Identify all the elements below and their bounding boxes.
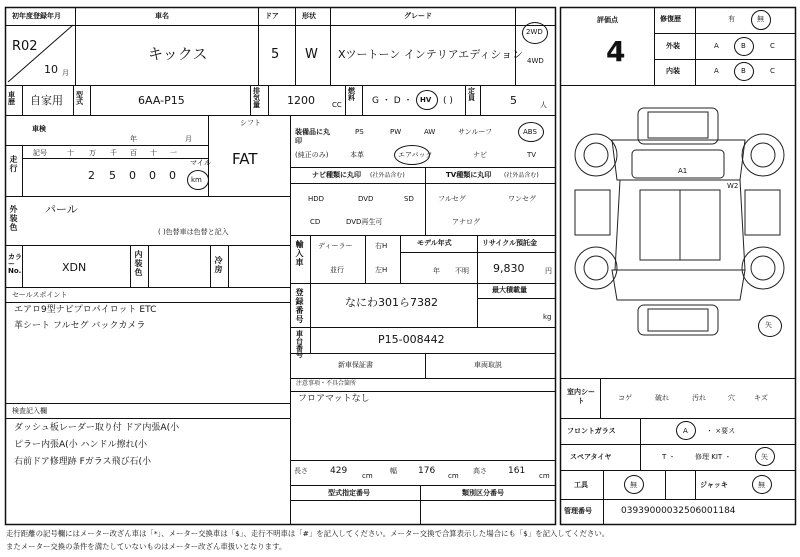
windshield-label: フロントガラス	[567, 427, 616, 435]
tv-type-sub: (社外品含む)	[504, 172, 539, 179]
color-no: XDN	[62, 261, 87, 274]
length-unit: cm	[362, 472, 373, 480]
month-unit: 月	[62, 69, 69, 77]
interior-color-label: 内装色	[134, 250, 143, 277]
max-load-label: 最大積載量	[492, 286, 527, 294]
nav-type-sub: (社外品含む)	[370, 172, 405, 179]
height-value: 161	[508, 466, 526, 476]
fuel-label: 燃料	[348, 87, 355, 102]
equip-pw: PW	[390, 128, 402, 136]
shift-label: シフト	[240, 119, 261, 127]
exterior-color-label: 外装色	[9, 205, 18, 232]
jack-none: 無	[758, 481, 765, 489]
recycle-label: リサイクル預託金	[482, 239, 538, 247]
equipment-sub: (純正のみ)	[295, 151, 329, 159]
seat-burn: コゲ	[618, 394, 632, 402]
mgmt-no-label: 管理番号	[564, 507, 592, 515]
odo-digit: 5	[109, 169, 116, 182]
equipment-label: 装備品に丸印	[295, 128, 330, 146]
shape-label: 形状	[302, 12, 316, 20]
grade-label: グレード	[404, 12, 432, 20]
odo-col-ten-thousand-x10: 十	[67, 149, 74, 157]
displacement-label: 排気量	[253, 87, 260, 109]
plate-label: 登録番号	[295, 288, 304, 324]
equip-navi: ナビ	[473, 151, 487, 159]
capacity-label: 定員	[468, 87, 475, 102]
shift-value: FAT	[232, 150, 258, 168]
tools-label: 工具	[574, 481, 588, 489]
spare-ya: 矢	[761, 453, 768, 461]
seat-stain: 汚れ	[692, 394, 706, 402]
door-label: ドア	[265, 12, 279, 20]
inspector-note-line: 右前ドア修理跡 Fガラス飛び石(小	[14, 457, 152, 467]
equip-aw: AW	[424, 128, 436, 136]
notes-label: 注意事項・不具合箇所	[296, 380, 357, 387]
repair-yes: 有	[728, 15, 735, 23]
equip-tv: TV	[527, 151, 537, 159]
nav-sd: SD	[404, 195, 414, 203]
tools-none: 無	[630, 481, 637, 489]
era: R02	[12, 39, 38, 54]
sales-point-line: 革シート フルセグ バックカメラ	[14, 321, 146, 331]
int-grade-a: A	[714, 67, 719, 75]
odo-digit: 0	[129, 169, 136, 182]
odo-col-hyaku: 百	[130, 149, 137, 157]
load-unit: kg	[543, 313, 552, 321]
tv-oneseg: ワンセグ	[508, 195, 536, 203]
ext-grade-b: B	[741, 42, 746, 50]
equip-leather: 本革	[350, 151, 364, 159]
displacement: 1200	[287, 94, 315, 107]
odo-symbol: 記号	[33, 149, 47, 157]
notes-value: フロアマットなし	[298, 394, 370, 404]
capacity: 5	[510, 94, 517, 107]
inspector-note-line: ピラー内張A(小 ハンドル擦れ(小	[14, 440, 148, 450]
insp-year: 年	[130, 135, 137, 143]
model-year-unknown: 不明	[455, 267, 469, 275]
odo-col-juu: 十	[150, 149, 157, 157]
fuel-other: ( )	[443, 96, 453, 106]
ext-grade-c: C	[770, 42, 775, 50]
color-change-note: ( )色替車は色替と記入	[158, 228, 229, 236]
damage-mark-w2: W2	[727, 182, 739, 190]
length-value: 429	[330, 466, 348, 476]
nav-dvd-play: DVD再生可	[346, 218, 383, 226]
nav-dvd: DVD	[358, 195, 374, 203]
cc-unit: CC	[332, 101, 342, 109]
capacity-unit: 人	[540, 101, 547, 109]
import-dealer: ディーラー	[318, 242, 353, 250]
sales-point-line: エアロ9型ナビプロパイロット ETC	[14, 305, 157, 315]
ext-grade-a: A	[714, 42, 719, 50]
repair-label: 修復歴	[660, 15, 681, 23]
insp-month: 月	[185, 135, 192, 143]
import-lhd: 左H	[375, 266, 388, 274]
reg-year-label: 初年度登録年月	[12, 12, 61, 20]
nav-hdd: HDD	[308, 195, 325, 203]
jack-label: ジャッキ	[700, 481, 728, 489]
history-label: 車歴	[8, 91, 15, 106]
model-code: 6AA-P15	[138, 94, 185, 107]
mileage-label: 走行	[9, 155, 18, 173]
shape: W	[305, 47, 318, 62]
usage: 自家用	[30, 94, 63, 107]
recycle-unit: 円	[545, 267, 552, 275]
odo-digit: 0	[149, 169, 156, 182]
windshield-x: ・ ×要ス	[706, 427, 736, 435]
spare-kit: 修理 KIT ・	[695, 453, 732, 461]
reg-month: 10	[44, 63, 58, 76]
tv-fullseg: フルセグ	[438, 195, 466, 203]
warranty-label: 新車保証書	[338, 361, 373, 369]
seat-label: 室内シート	[567, 388, 595, 406]
equip-airbag: エアバック	[398, 151, 433, 159]
car-name: キックス	[148, 45, 208, 63]
exterior-label: 外装	[666, 42, 680, 50]
height-label: 高さ	[473, 467, 487, 475]
int-grade-b: B	[741, 67, 746, 75]
odo-col-ichi: 一	[170, 149, 177, 157]
score-label: 評価点	[597, 16, 618, 24]
score-value: 4	[606, 35, 626, 68]
width-value: 176	[418, 466, 436, 476]
car-name-label: 車名	[155, 12, 169, 20]
class-no-label: 類別区分番号	[462, 489, 504, 497]
exterior-color: パール	[45, 203, 78, 216]
tv-type-label: TV種類に丸印	[446, 171, 492, 179]
model-year-label: モデル年式	[417, 239, 452, 247]
odo-col-sen: 千	[110, 149, 117, 157]
fuel-hv: HV	[420, 96, 432, 104]
model-year-unit: 年	[433, 267, 440, 275]
km-unit: km	[191, 176, 202, 184]
import-parallel: 並行	[330, 266, 344, 274]
width-unit: cm	[448, 472, 459, 480]
mile-unit: マイル	[190, 159, 211, 167]
spare-t: T ・	[662, 453, 676, 461]
ac-label: 冷房	[214, 256, 223, 274]
footer-note: 走行距離の記号欄にはメーター改ざん車は「*」、メーター交換車は「$」、走行不明車は「#」を記入してください。メーター交換で合算表示した場合にも「$」を記入してください。	[6, 529, 610, 538]
mgmt-no: 03939000032506001184	[621, 506, 736, 516]
color-no-label: カラーNo.	[8, 253, 22, 275]
seat-tear: 破れ	[655, 394, 669, 402]
doors: 5	[271, 47, 280, 62]
grade: Xツートーン インテリアエディション	[338, 48, 524, 61]
recycle-fee: 9,830	[493, 262, 525, 275]
2wd: 2WD	[526, 28, 543, 36]
damage-mark-a1: A1	[678, 167, 688, 175]
nav-cd: CD	[310, 218, 321, 226]
import-label: 輸入車	[295, 240, 304, 267]
seat-scratch: キズ	[754, 394, 768, 402]
odo-digit: 2	[88, 169, 95, 182]
equip-sunroof: サンルーフ	[458, 128, 493, 136]
chassis-label: 車台番号	[296, 330, 303, 359]
odo-col-man: 万	[89, 149, 96, 157]
int-grade-c: C	[770, 67, 775, 75]
odo-digit: 0	[169, 169, 176, 182]
nav-type-label: ナビ種類に丸印	[312, 171, 361, 179]
tv-analog: アナログ	[452, 218, 480, 226]
type-no-label: 型式指定番号	[328, 489, 370, 497]
4wd: 4WD	[527, 57, 544, 65]
spare-tire-label: スペアタイヤ	[570, 453, 612, 461]
manual-label: 車両取説	[474, 361, 502, 369]
inspector-note-line: ダッシュ板レーダー取り付 ドア内張A(小	[14, 423, 180, 433]
car-diagram	[575, 108, 784, 335]
inspector-note-label: 検査記入欄	[12, 407, 47, 415]
damage-mark-ya: 矢	[765, 321, 772, 329]
plate-number: なにわ301ら7382	[345, 296, 438, 309]
equip-ps: PS	[355, 128, 364, 136]
width-label: 幅	[390, 467, 397, 475]
windshield-a: A	[683, 427, 688, 435]
seat-hole: 穴	[728, 394, 735, 402]
equip-abs: ABS	[523, 128, 537, 136]
length-label: 長さ	[294, 467, 308, 475]
import-rhd: 右H	[375, 242, 388, 250]
interior-label: 内装	[666, 67, 680, 75]
model-label: 型式	[76, 91, 83, 106]
height-unit: cm	[539, 472, 550, 480]
footer-note: またメーター交換の条件を満たしていないものはメーター改ざん車扱いとなります。	[6, 542, 287, 551]
sales-point-label: セールスポイント	[12, 291, 68, 299]
fuel-options: G ・ D ・	[372, 96, 413, 106]
inspection-label: 車検	[32, 125, 46, 133]
repair-none: 無	[757, 15, 764, 23]
chassis-number: P15-008442	[378, 333, 445, 346]
